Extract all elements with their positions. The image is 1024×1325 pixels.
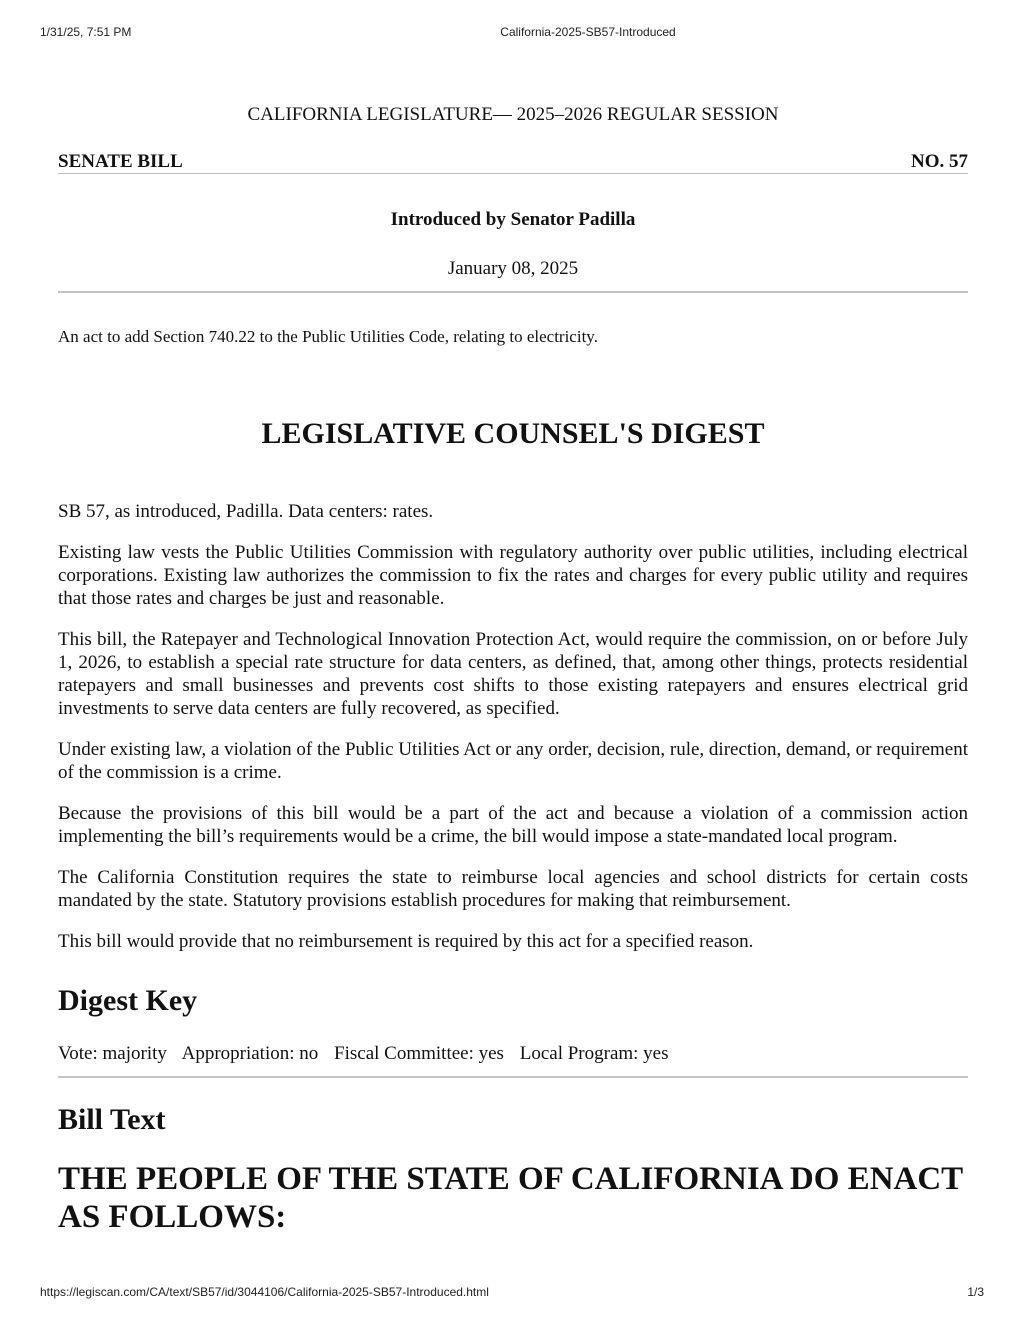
bill-text-heading: Bill Text	[58, 1103, 166, 1136]
divider	[58, 1076, 968, 1078]
bill-type: SENATE BILL	[58, 151, 183, 172]
local-program-value: Local Program: yes	[519, 1043, 669, 1064]
print-datetime: 1/31/25, 7:51 PM	[40, 25, 132, 39]
print-header	[40, 25, 984, 41]
digest-paragraph: This bill would provide that no reimbursement is required by this act for a specified reason.	[58, 931, 754, 952]
act-title: An act to add Section 740.22 to the Public Utilities Code, relating to electricity.	[58, 327, 598, 346]
digest-paragraph: Because the provisions of this bill would be a part of the act and because a violation of a commission action implementing the bill’s requirements would be a crime, the bill would impose a state-mandated local program.	[58, 803, 968, 847]
introduced-by: Introduced by Senator Padilla	[390, 209, 636, 230]
print-doc-title: California-2025-SB57-Introduced	[500, 25, 676, 39]
digest-paragraph: SB 57, as introduced, Padilla. Data centers: rates.	[58, 501, 434, 522]
digest-paragraph: The California Constitution requires the state to reimburse local agencies and school districts for certain costs mandated by the state. Statutory provisions establish procedures for making that reimbursement.	[58, 867, 968, 911]
divider	[58, 291, 968, 293]
digest-paragraph: Existing law vests the Public Utilities Commission with regulatory authority over public utilities, including electrical corporations. Existing law authorizes the commission to fix the rates and charges for every public utility and requires that those rates and charges be just and reasonable.	[58, 542, 968, 609]
digest-heading: LEGISLATIVE COUNSEL'S DIGEST	[261, 417, 765, 450]
bill-number: NO. 57	[911, 151, 968, 172]
digest-paragraph: Under existing law, a violation of the Public Utilities Act or any order, decision, rule, direction, demand, or requirement of the commission is a crime.	[58, 739, 968, 783]
enacting-clause: THE PEOPLE OF THE STATE OF CALIFORNIA DO ENACT AS FOLLOWS:	[58, 1161, 963, 1235]
vote-value: Vote: majority	[58, 1043, 167, 1064]
print-footer	[40, 1285, 984, 1301]
bill-id-row	[58, 151, 968, 174]
digest-body	[58, 500, 968, 971]
digest-key-row	[58, 1043, 680, 1065]
introduced-date: January 08, 2025	[447, 258, 579, 279]
digest-key-heading: Digest Key	[58, 984, 198, 1017]
page-url: https://legiscan.com/CA/text/SB57/id/3044106/California-2025-SB57-Introduced.html	[40, 1285, 489, 1299]
fiscal-committee-value: Fiscal Committee: yes	[334, 1043, 504, 1064]
digest-paragraph: This bill, the Ratepayer and Technological Innovation Protection Act, would require the commission, on or before July 1, 2026, to establish a special rate structure for data centers, as defined, that, among other things, protects residential ratepayers and small businesses and prevents cost shifts to those existing ratepayers and ensures electrical grid investments to serve data centers are fully recovered, as specified.	[58, 629, 968, 719]
session-title: CALIFORNIA LEGISLATURE— 2025–2026 REGULAR SESSION	[247, 104, 779, 125]
appropriation-value: Appropriation: no	[181, 1043, 319, 1064]
page-number: 1/3	[967, 1285, 984, 1299]
